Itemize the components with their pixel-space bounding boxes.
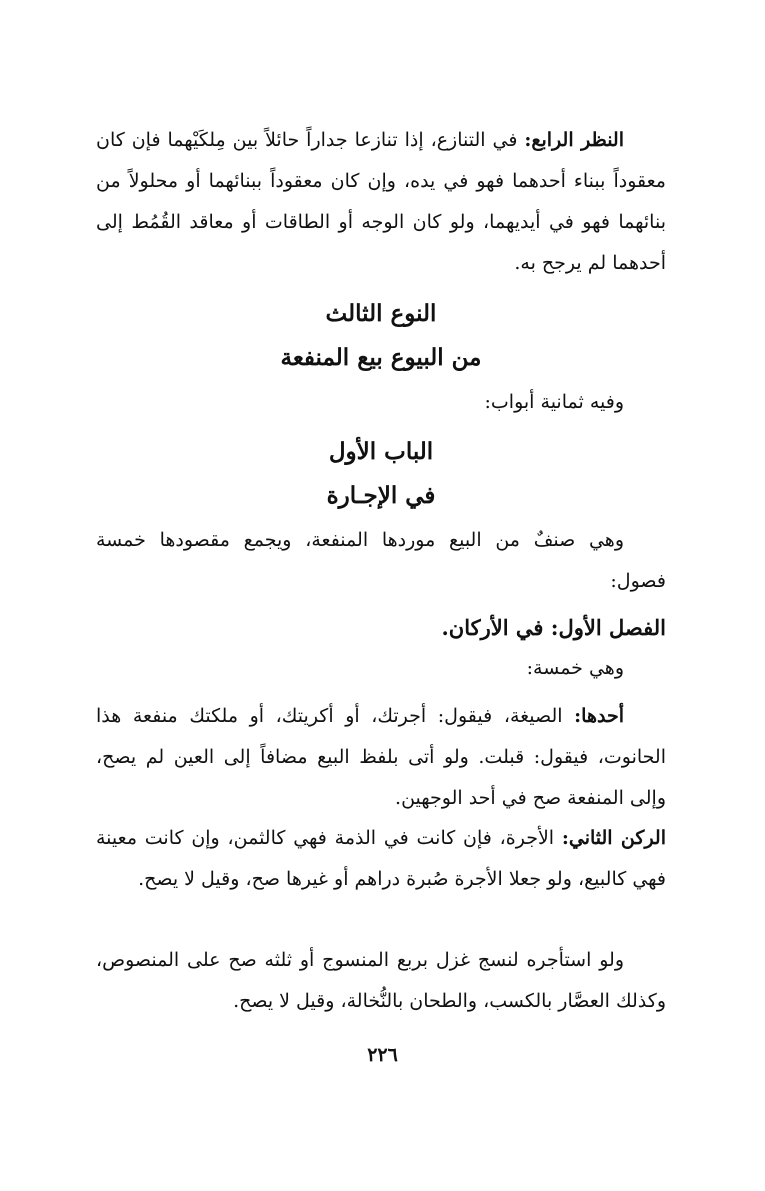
heading-type-three: النوع الثالث: [325, 300, 437, 327]
section-title-pillars: الفصل الأول: في الأركان.: [441, 615, 666, 640]
heading-sale-of-benefit: من البيوع بيع المنفعة: [280, 344, 482, 371]
paragraph-text: في التنازع، إذا تنازعا جداراً حائلاً بين مِلكَيْهما فإن كان معقوداً ببناء أحدهما فهو في يده، وإن كان معقوداً ببنائهما أو محلولاً من بنائهما فهو في أيديهما، ولو كان الوجه أو الطاقات أو معاقد القُمُط إلى أحدهما لم يرجح به.: [96, 129, 666, 274]
paragraph-second-pillar: [96, 818, 666, 900]
paragraph-lead: أحدها:: [574, 705, 624, 727]
paragraph-weaving: ولو استأجره لنسج غزل بربع المنسوج أو ثلثه صح على المنصوص، وكذلك العصَّار بالكسب، والطحان بالنُّخالة، وقيل لا يصح.: [96, 949, 666, 1012]
paragraph-first-pillar: [96, 696, 666, 819]
paragraph-definition: وهي صنفٌ من البيع موردها المنفعة، ويجمع مقصودها خمسة فصول:: [96, 529, 666, 592]
paragraph-text: الصيغة، فيقول: أجرتك، أو أكريتك، أو ملكتك منفعة هذا الحانوت، فيقول: قبلت. ولو أتى بلفظ البيع مضافاً إلى العين لم يصح، وإلى المنفعة صح في أحد الوجهين.: [96, 705, 666, 809]
heading-chapter-one: الباب الأول: [328, 438, 434, 465]
heading-ijara: في الإجـارة: [326, 482, 436, 509]
paragraph-lead: النظر الرابع:: [524, 129, 624, 151]
paragraph-text: الأجرة، فإن كانت في الذمة فهي كالثمن، وإن كانت معينة فهي كالبيع، ولو جعلا الأجرة صُبرة دراهم أو غيرها صح، وقيل لا يصح.: [96, 827, 666, 890]
paragraph-disputes: [96, 120, 666, 284]
page-number: ٢٢٦: [367, 1044, 398, 1066]
paragraph-five: وهي خمسة:: [526, 657, 624, 679]
paragraph-lead: الركن الثاني:: [561, 827, 666, 849]
paragraph-chapters-intro: وفيه ثمانية أبواب:: [484, 391, 624, 413]
